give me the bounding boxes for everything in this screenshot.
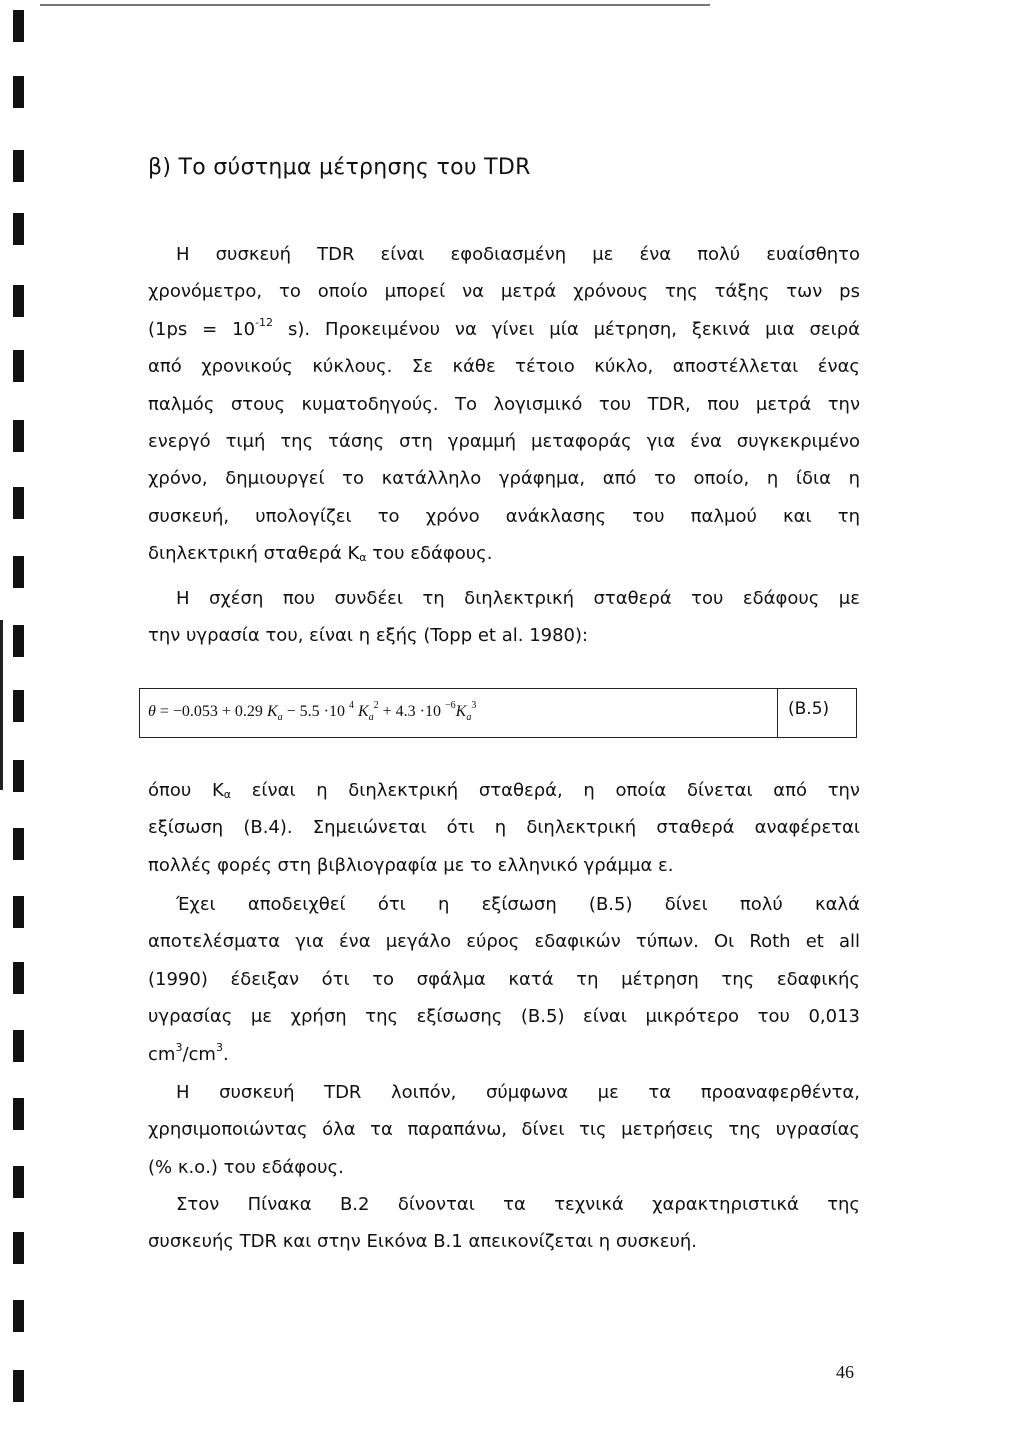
binding-hole	[13, 828, 24, 860]
binding-hole	[13, 690, 24, 722]
paragraph-references	[148, 1186, 860, 1261]
equation-label: (B.5)	[788, 699, 830, 719]
text-line: Η συσκευή TDR λοιπόν, σύμφωνα με τα προαναφερθέντα,	[176, 1082, 860, 1103]
text-line: χρονόμετρο, το οποίο μπορεί να μετρά χρόνους της τάξης των ps	[148, 281, 860, 303]
text-line: συσκευή, υπολογίζει το χρόνο ανάκλασης του παλμού και τη	[148, 505, 860, 527]
text-line: (1990) έδειξαν ότι το σφάλμα κατά τη μέτρηση της εδαφικής	[148, 968, 860, 990]
top-rule	[40, 4, 710, 6]
text-line: την υγρασία του, είναι η εξής (Topp et al. 1980):	[148, 625, 589, 647]
binding-hole	[13, 760, 24, 792]
paragraph-relation-intro	[148, 580, 860, 655]
text-line: χρόνο, δημιουργεί το κατάλληλο γράφημα, από το οποίο, η ίδια η	[148, 468, 860, 490]
section-title: β) Το σύστημα μέτρησης του TDR	[148, 155, 531, 180]
paragraph-equation-validity	[148, 886, 860, 1073]
binding-hole	[13, 213, 24, 245]
binding-hole	[13, 556, 24, 588]
binding-hole	[13, 76, 24, 108]
text-line: $cm^3/cm^3$.	[148, 1040, 229, 1065]
text-line: από χρονικούς κύκλους. Σε κάθε τέτοιο κύκλο, αποστέλλεται ένας	[148, 356, 860, 378]
text-line: Έχει αποδειχθεί ότι η εξίσωση (B.5) δίνει πολύ καλά	[176, 894, 860, 915]
text-line: (% κ.ο.) του εδάφους.	[148, 1156, 344, 1178]
equation-divider	[777, 689, 778, 737]
binding-hole	[13, 420, 24, 452]
text-line: ($1ps = 10^{-12}$ s). Προκειμένου να γίνει μία μέτρηση, ξεκινά μια σειρά	[148, 315, 860, 340]
text-line: χρησιμοποιώντας όλα τα παραπάνω, δίνει τις μετρήσεις της υγρασίας	[148, 1119, 860, 1141]
text-line: υγρασίας με χρήση της εξίσωσης (B.5) είναι μικρότερο του 0,013	[148, 1006, 860, 1028]
binding-hole	[13, 1166, 24, 1198]
paragraph-tdr-output	[148, 1074, 860, 1186]
text-line: συσκευής TDR και στην Εικόνα B.1 απεικονίζεται η συσκευή.	[148, 1231, 698, 1253]
binding-hole	[13, 1098, 24, 1130]
text-line: ενεργό τιμή της τάσης στη γραμμή μεταφοράς για ένα συγκεκριμένο	[148, 431, 860, 453]
binding-hole	[13, 962, 24, 994]
binding-hole	[13, 1300, 24, 1332]
text-line: αποτελέσματα για ένα μεγάλο εύρος εδαφικών τύπων. Οι Roth et all	[148, 931, 860, 953]
text-line: όπου $K_\alpha$ είναι η διηλεκτρική σταθερά, η οποία δίνεται από την	[148, 780, 860, 801]
binding-hole	[13, 285, 24, 317]
text-line: Στον Πίνακα B.2 δίνονται τα τεχνικά χαρακτηριστικά της	[176, 1194, 860, 1215]
paragraph-ka-definition	[148, 772, 860, 884]
binding-hole	[13, 487, 24, 519]
text-line: πολλές φορές στη βιβλιογραφία με το ελληνικό γράμμα ε.	[148, 854, 674, 876]
paragraph-tdr-description	[148, 236, 860, 573]
equation-formula: θ = −0.053 + 0.29 $K_a - 5.5 \cdot 10$ $^4$ $K_a^2 + 4.3 \cdot 10$ $^{-6}K_a^3$	[148, 700, 477, 723]
binding-hole	[13, 150, 24, 182]
binding-hole	[13, 1030, 24, 1062]
binding-hole	[13, 625, 24, 657]
binding-hole	[13, 350, 24, 382]
text-line: παλμός στους κυματοδηγούς. Το λογισμικό του TDR, που μετρά την	[148, 393, 860, 415]
text-line: Η συσκευή TDR είναι εφοδιασμένη με ένα πολύ ευαίσθητο	[176, 244, 860, 265]
text-line: Η σχέση που συνδέει τη διηλεκτρική σταθερά του εδάφους με	[176, 588, 860, 609]
equation-box	[139, 688, 857, 738]
text-line: διηλεκτρική σταθερά $K_\alpha$ του εδάφους.	[148, 543, 493, 565]
binding-hole	[13, 896, 24, 928]
binding-hole	[13, 10, 24, 42]
page-number: 46	[836, 1362, 854, 1382]
binding-hole	[13, 1232, 24, 1264]
margin-line	[0, 620, 3, 790]
text-line: εξίσωση (B.4). Σημειώνεται ότι η διηλεκτρική σταθερά αναφέρεται	[148, 817, 860, 839]
binding-margin	[0, 0, 40, 1446]
binding-hole	[13, 1370, 24, 1402]
